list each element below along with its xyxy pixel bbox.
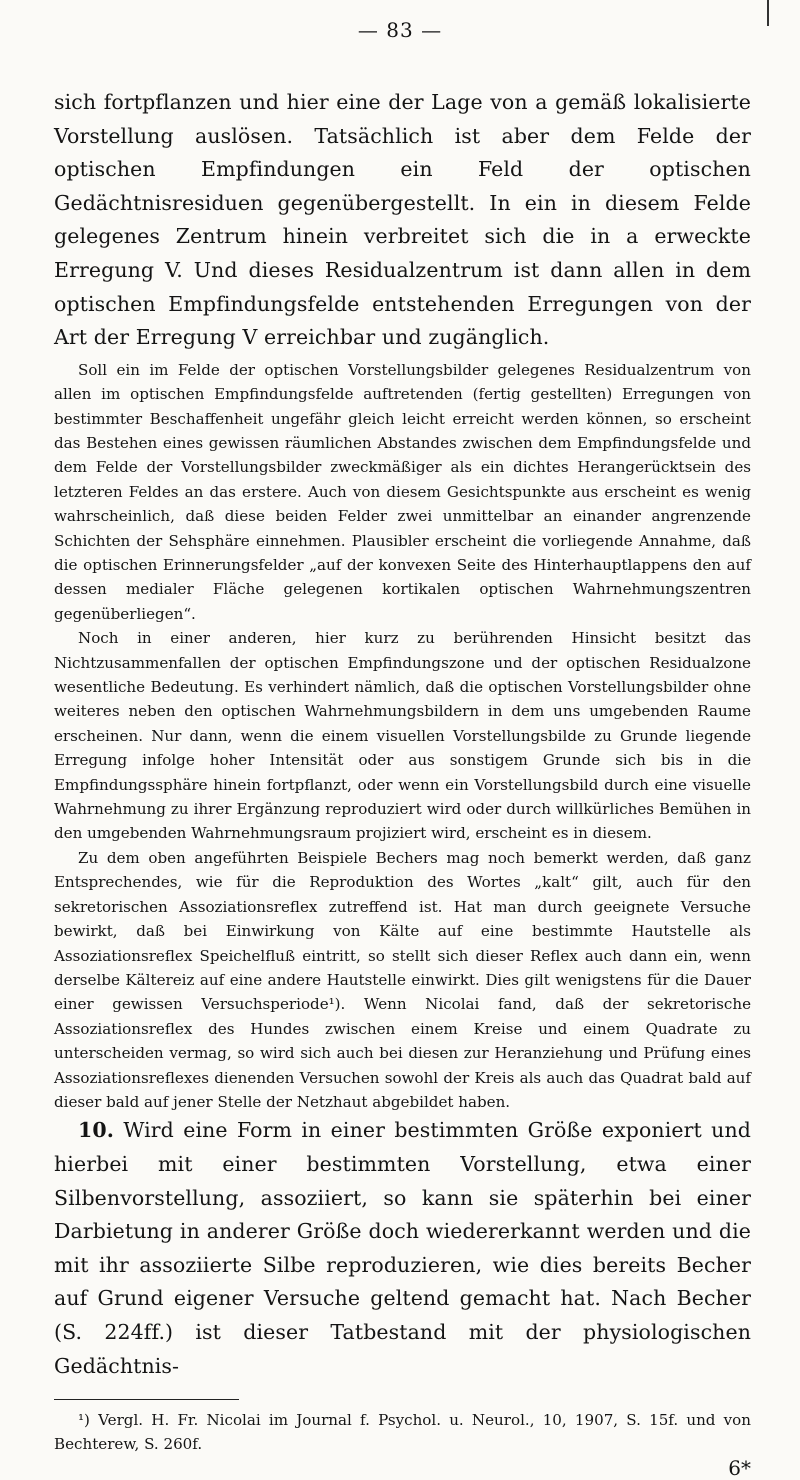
intro-paragraph: sich fortpflanzen und hier eine der Lage von a gemäß lokalisierte Vorstellung auslösen. Tatsächlich ist aber dem Felde der optischen Empfindungen ein Feld der optischen Gedächtnisresiduen gegenübergestellt. In ein in diesem Felde gelegenes Zentrum hinein verbreitet sich die in a erweckte Erregung V. Und dieses Residualzentrum ist dann allen in dem optischen Empfindungsfelde entstehenden Erregungen von der Art der Erregung V erreichbar und zugänglich. xyxy=(54,90,751,350)
section-text: Wird eine Form in einer bestimmten Größe exponiert und hierbei mit einer bestimmten Vorstellung, etwa einer Silbenvorstellung, assoziiert, so kann sie späterhin bei einer Darbietung in anderer Größe doch wiedererkannt werden und die mit ihr assoziierte Silbe reproduzieren, wie dies bereits Becher auf Grund eigener Versuche geltend gemacht hat. Nach Becher (S. 224ff.) ist dieser Tatbestand mit der physiologischen Gedächtnis- xyxy=(54,1118,751,1378)
section-10-paragraph xyxy=(54,1114,751,1383)
section-number: 10. xyxy=(78,1118,114,1143)
small-paragraph-1: Soll ein im Felde der optischen Vorstellungsbilder gelegenes Residualzentrum von allen im optischen Empfindungsfelde auftretenden (fertig gestellten) Erregungen von bestimmter Beschaffenheit ungefähr gleich leicht erreicht werden können, so erscheint das Bestehen eines gewissen räumlichen Abstandes zwischen dem Empfindungsfelde und dem Felde der Vorstellungsbilder zweckmäßiger als ein dichtes Herangerücktsein des letzteren Feldes an das erstere. Auch von diesem Gesichtspunkte aus erscheint es wenig wahrscheinlich, daß diese beiden Felder zwei unmittelbar an einander angrenzende Schichten der Sehsphäre einnehmen. Plausibler erscheint die vorliegende Annahme, daß die optischen Erinnerungsfelder „auf der konvexen Seite des Hinterhauptlappens den auf dessen medialer Fläche gelegenen kortikalen optischen Wahrnehmungszentren gegenüberliegen“. xyxy=(54,360,751,623)
footnote: ¹) Vergl. H. Fr. Nicolai im Journal f. Psychol. u. Neurol., 10, 1907, S. 15f. und von Bechterew, S. 260f. xyxy=(54,1411,751,1454)
small-print-block xyxy=(54,358,751,1115)
footnote-rule xyxy=(54,1399,239,1400)
small-paragraph-3: Zu dem oben angeführten Beispiele Bechers mag noch bemerkt werden, daß ganz Entsprechendes, wie für die Reproduktion des Wortes „kalt“ gilt, auch für den sekretorischen Assoziationsreflex zutreffend ist. Hat man durch geeignete Versuche bewirkt, daß bei Einwirkung von Kälte auf eine bestimmte Hautstelle als Assoziationsreflex Speichelfluß eintritt, so stellt sich dieser Reflex auch dann ein, wenn derselbe Kältereiz auf eine andere Hautstelle einwirkt. Dies gilt wenigstens für die Dauer einer gewissen Versuchsperiode¹). Wenn Nicolai fand, daß der sekretorische Assoziationsreflex des Hundes zwischen einem Kreise und einem Quadrate zu unterscheiden vermag, so wird sich auch bei diesen zur Heranziehung und Prüfung eines Assoziationsreflexes dienenden Versuchen sowohl der Kreis als auch das Quadrat bald auf dieser bald auf jener Stelle der Netzhaut abgebildet haben. xyxy=(54,848,751,1111)
small-paragraph-2: Noch in einer anderen, hier kurz zu berührenden Hinsicht besitzt das Nichtzusammenfallen der optischen Empfindungszone und der optischen Residualzone wesentliche Bedeutung. Es verhindert nämlich, daß die optischen Vorstellungsbilder ohne weiteres neben den optischen Wahrnehmungsbildern in dem uns umgebenden Raume erscheinen. Nur dann, wenn die einem visuellen Vorstellungsbilde zu Grunde liegende Erregung infolge hoher Intensität oder aus sonstigem Grunde sich bis in die Empfindungssphäre hinein fortpflanzt, oder wenn ein Vorstellungsbild durch eine visuelle Wahrnehmung zu ihrer Ergänzung reproduziert wird oder durch willkürliches Bemühen in den umgebenden Wahrnehmungsraum projiziert wird, erscheint es in diesem. xyxy=(54,629,751,843)
page-body xyxy=(54,86,751,1480)
signature-mark: 6* xyxy=(728,1456,751,1480)
page-number: — 83 — xyxy=(357,18,443,42)
